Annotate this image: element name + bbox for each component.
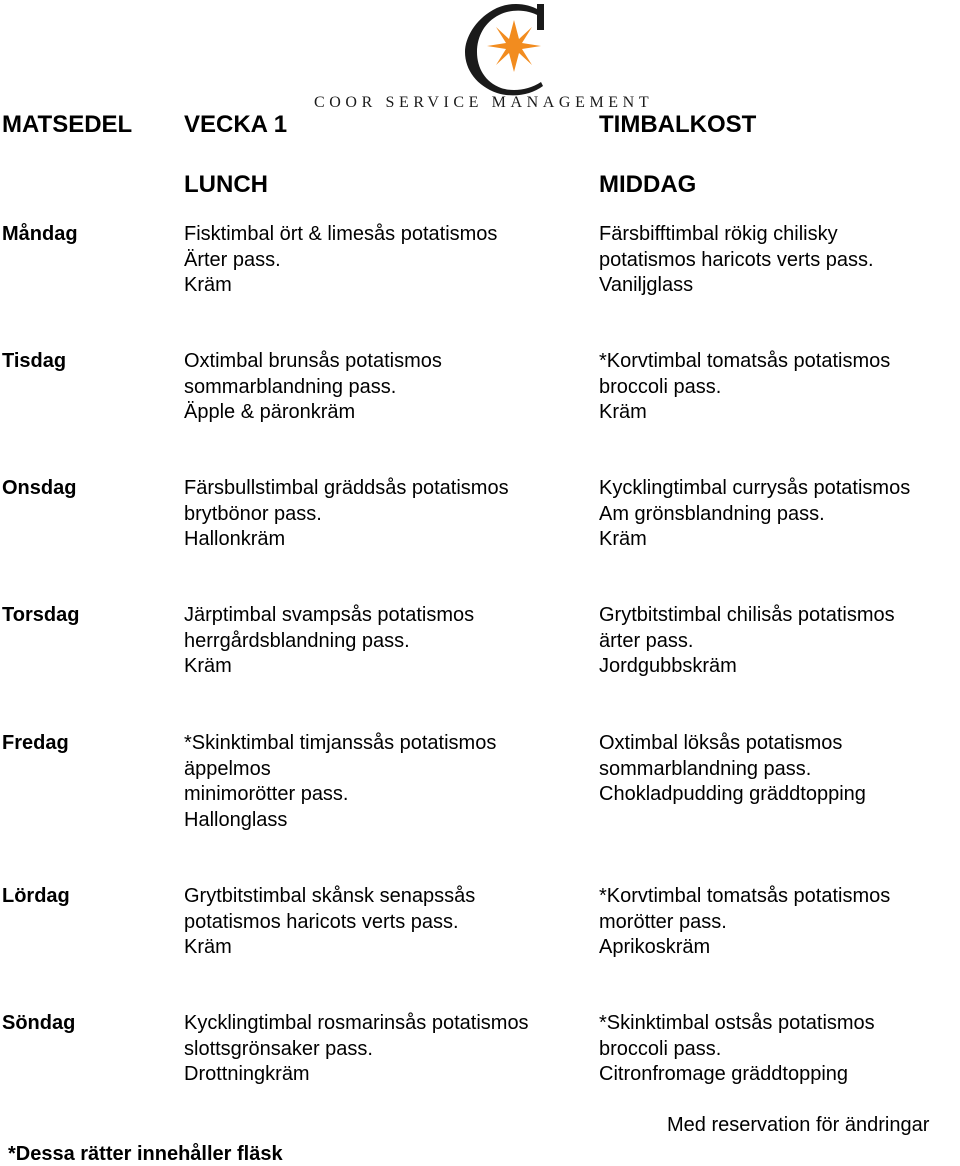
dinner-cell <box>599 884 890 961</box>
lunch-heading: LUNCH <box>184 171 268 198</box>
dish-line: *Korvtimbal tomatsås potatismos <box>599 885 891 907</box>
lunch-cell <box>184 731 496 833</box>
dinner-heading: MIDDAG <box>599 171 697 198</box>
dish-line: herrgårdsblandning pass. <box>184 629 410 652</box>
dish-line: broccoli pass. <box>599 1037 722 1060</box>
dinner-cell <box>599 349 890 426</box>
dish-line: Järptimbal svampsås potatismos <box>184 604 475 626</box>
dish-line: Äpple & päronkräm <box>184 401 356 423</box>
dish-line: morötter pass. <box>599 910 727 933</box>
dish-line: Ärter pass. <box>184 248 281 271</box>
dish-line: potatismos haricots verts pass. <box>599 248 874 271</box>
dish-line: Oxtimbal brunsås potatismos <box>184 350 442 372</box>
dish-line: slottsgrönsaker pass. <box>184 1037 373 1060</box>
dish-line: *Skinktimbal ostsås potatismos <box>599 1012 875 1034</box>
lunch-cell <box>184 476 509 553</box>
day-name: Onsdag <box>2 477 77 499</box>
dish-line: Hallonglass <box>184 808 288 831</box>
dish-line: Aprikoskräm <box>599 936 711 958</box>
week-label: VECKA 1 <box>184 111 288 138</box>
dish-line: potatismos haricots verts pass. <box>184 910 459 933</box>
dish-line: äppelmos <box>184 757 271 780</box>
menu-title: MATSEDEL <box>2 111 133 138</box>
logo-wordmark: COOR SERVICE MANAGEMENT <box>314 94 654 111</box>
dish-line: Drottningkräm <box>184 1063 310 1085</box>
pork-footnote: *Dessa rätter innehåller fläsk <box>8 1143 283 1165</box>
dinner-cell <box>599 222 874 299</box>
dish-line: Färsbullstimbal gräddsås potatismos <box>184 477 509 499</box>
dish-line: Fisktimbal ört & limesås potatismos <box>184 223 498 245</box>
dish-line: *Skinktimbal timjanssås potatismos <box>184 732 497 754</box>
dinner-cell <box>599 731 866 808</box>
dish-line: Jordgubbskräm <box>599 655 737 677</box>
day-name: Måndag <box>2 223 78 245</box>
dish-line: Kräm <box>184 655 232 677</box>
dish-line: Hallonkräm <box>184 528 286 550</box>
dish-line: Kräm <box>184 274 232 296</box>
lunch-cell <box>184 884 475 961</box>
dish-line: *Korvtimbal tomatsås potatismos <box>599 350 891 372</box>
dish-line: Färsbifftimbal rökig chilisky <box>599 223 838 245</box>
dish-line: Oxtimbal löksås potatismos <box>599 732 843 754</box>
lunch-cell <box>184 222 497 299</box>
dish-line: Grytbitstimbal chilisås potatismos <box>599 604 895 626</box>
dish-line: Kräm <box>599 528 647 550</box>
day-name: Fredag <box>2 732 69 754</box>
diet-label: TIMBALKOST <box>599 111 757 138</box>
dinner-cell <box>599 1011 875 1088</box>
dish-line: Kräm <box>599 401 647 423</box>
day-name: Tisdag <box>2 350 67 372</box>
dish-line: Kycklingtimbal rosmarinsås potatismos <box>184 1012 529 1034</box>
day-name: Lördag <box>2 885 70 907</box>
lunch-cell <box>184 349 442 426</box>
reservation-note: Med reservation för ändringar <box>667 1114 930 1136</box>
dinner-cell <box>599 476 910 553</box>
day-name: Söndag <box>2 1012 76 1034</box>
day-name: Torsdag <box>2 604 80 626</box>
dinner-cell <box>599 603 895 680</box>
dish-line: Kräm <box>184 936 232 958</box>
dish-line: Grytbitstimbal skånsk senapssås <box>184 885 476 907</box>
dish-line: Am grönsblandning pass. <box>599 502 825 525</box>
dish-line: Citronfromage gräddtopping <box>599 1063 849 1085</box>
dish-line: minimorötter pass. <box>184 783 349 805</box>
dish-line: Kycklingtimbal currysås potatismos <box>599 477 911 499</box>
dish-line: broccoli pass. <box>599 375 722 398</box>
dish-line: ärter pass. <box>599 629 694 652</box>
dish-line: brytbönor pass. <box>184 502 322 525</box>
dish-line: Chokladpudding gräddtopping <box>599 783 866 805</box>
coor-logo <box>455 0 565 98</box>
lunch-cell <box>184 603 474 680</box>
dish-line: sommarblandning pass. <box>184 375 397 398</box>
coor-c-star-icon <box>455 0 565 98</box>
dish-line: Vaniljglass <box>599 274 694 296</box>
dish-line: sommarblandning pass. <box>599 757 812 780</box>
lunch-cell <box>184 1011 529 1088</box>
